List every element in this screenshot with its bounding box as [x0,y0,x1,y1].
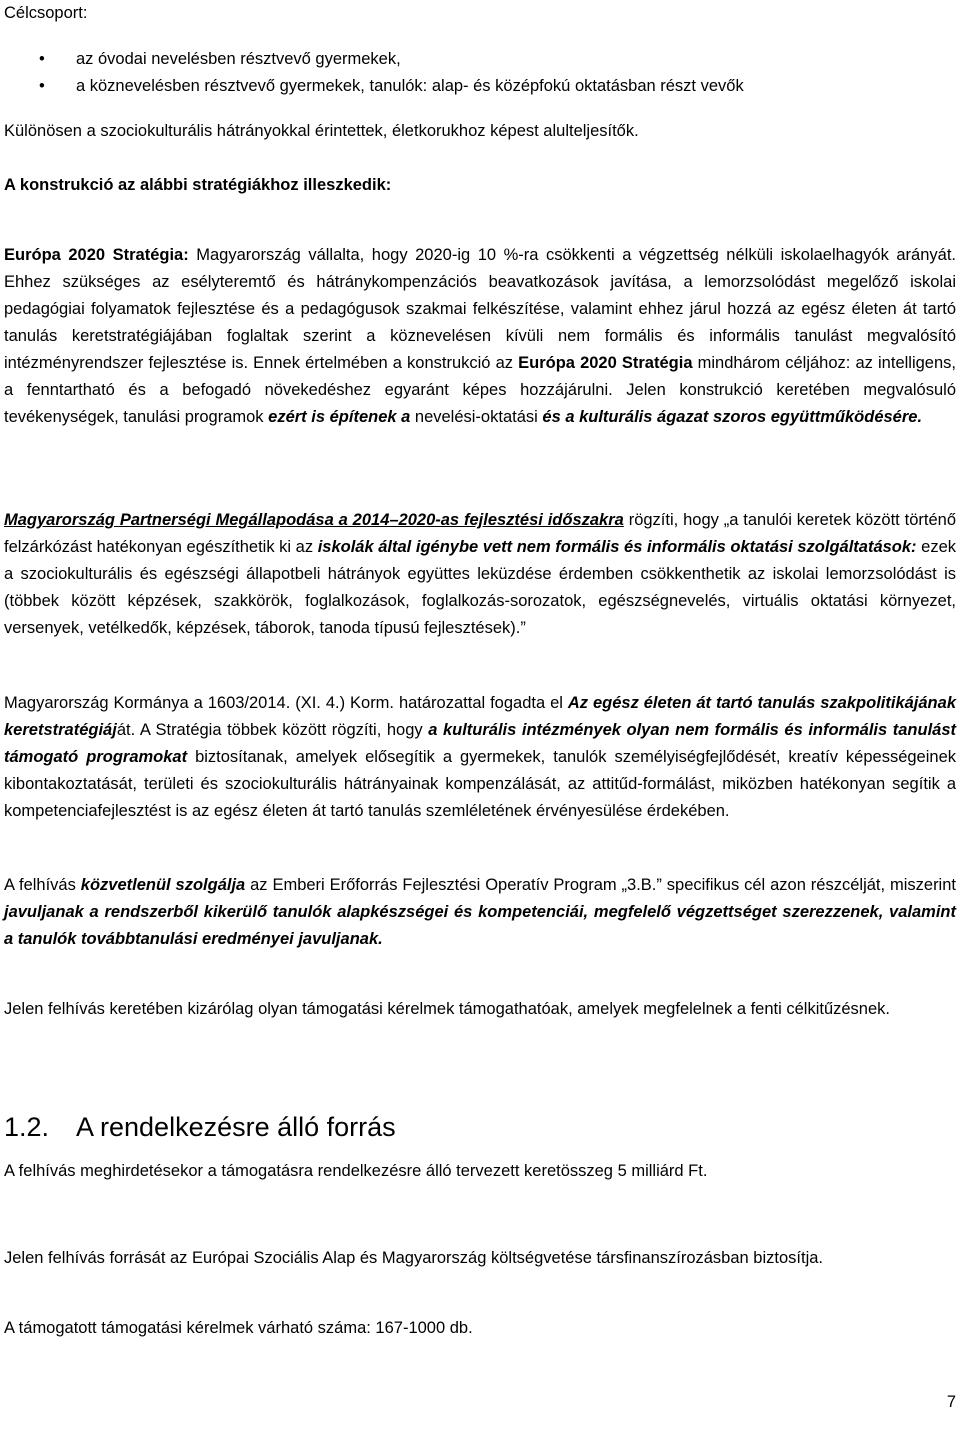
list-item: • az óvodai nevelésben résztvevő gyermekek, [4,46,956,73]
list-item: • a köznevelésben résztvevő gyermekek, tanulók: alap- és középfokú oktatásban részt vevők [4,73,956,100]
strategies-heading: A konstrukció az alábbi stratégiákhoz illeszkedik: [4,176,392,194]
section-title: A rendelkezésre álló forrás [76,1112,396,1142]
count-paragraph: A támogatott támogatási kérelmek várható száma: 167-1000 db. [4,1319,473,1337]
budget-paragraph: A felhívás meghirdetésekor a támogatásra rendelkezésre álló tervezett keretösszeg 5 milliárd Ft. [4,1162,708,1180]
call-paragraph: A felhívás közvetlenül szolgálja az Emberi Erőforrás Fejlesztési Operatív Program „3.B.” specifikus cél azon részcélját, miszerint javuljanak a rendszerből kikerülő tanulók alapkészségei és kompetenciái, megfelelő végzettséget szerezzenek, valamint a tanulók továbbtanulási eredményei javuljanak. [4,876,956,948]
section-heading [4,1110,956,1144]
bullet-icon: • [39,50,45,68]
target-group-list [4,46,956,100]
bullet-icon: • [39,77,45,95]
government-paragraph: Magyarország Kormánya a 1603/2014. (XI. 4.) Korm. határozattal fogadta el Az egész életen át tartó tanulás szakpolitikájának keretstratégiáját. A Stratégia többek között rögzíti, hogy a kulturális intézmények olyan nem formális és informális tanulást támogató programokat biztosítanak, amelyek elősegítik a gyermekek, tanulók személyiségfejlődését, kreatív képességeinek kibontakoztatását, területi és szociokulturális hátrányainak kompenzálását, az attitűd-formálást, miközben hatékonyan segítik a kompetenciafejlesztést is az egész életen át tartó tanulás szemléletének érvényesülése érdekében. [4,694,957,820]
source-paragraph: Jelen felhívás forrását az Európai Szociális Alap és Magyarország költségvetése társfinanszírozásban biztosítja. [4,1249,823,1267]
target-group-label: Célcsoport: [4,4,88,22]
europe-2020-paragraph: Európa 2020 Stratégia: Magyarország vállalta, hogy 2020-ig 10 %-ra csökkenti a végzettség nélküli iskolaelhagyók arányát. Ehhez szükséges az esélyteremtő és hátránykompenzációs beavatkozások javítása, a lemorzsolódást megelőző iskolai pedagógiai folyamatok fejlesztése és a pedagógusok szakmai felkészítése, valamint ehhez járul hozzá az egész életen át tartó tanulás keretstratégiájában foglaltak szerint a köznevelésen kívüli nem formális és informális tanulást megvalósító intézményrendszer fejlesztése is. Ennek értelmében a konstrukció az Európa 2020 Stratégia mindhárom céljához: az intelligens, a fenntartható és a befogadó növekedéshez egyaránt képes hozzájárulni. Jelen konstrukció keretében megvalósuló tevékenységek, tanulási programok ezért is építenek a nevelési-oktatási és a kulturális ágazat szoros együttműködésére. [4,246,956,426]
applications-paragraph: Jelen felhívás keretében kizárólag olyan támogatási kérelmek támogathatóak, amelyek megfelelnek a fenti célkitűzésnek. [4,1000,890,1018]
section-number: 1.2. [4,1112,50,1142]
page-number: 7 [946,1393,956,1411]
target-group-note: Különösen a szociokulturális hátrányokkal érintettek, életkorukhoz képest alulteljesítők. [4,122,639,140]
partnership-paragraph: Magyarország Partnerségi Megállapodása a 2014–2020-as fejlesztési időszakra rögzíti, hogy „a tanulói keretek között történő felzárkózást hatékonyan egészíthetik ki az iskolák által igénybe vett nem formális és informális oktatási szolgáltatások: ezek a szociokulturális és egészségi állapotbeli hátrányok együttes leküzdése érdemben csökkenthetik az iskolai lemorzsolódást is (többek között képzések, szakkörök, foglalkozások, foglalkozás-sorozatok, egészségnevelés, virtuális oktatási környezet, versenyek, vetélkedők, képzések, táborok, tanoda típusú fejlesztések).” [4,511,957,637]
